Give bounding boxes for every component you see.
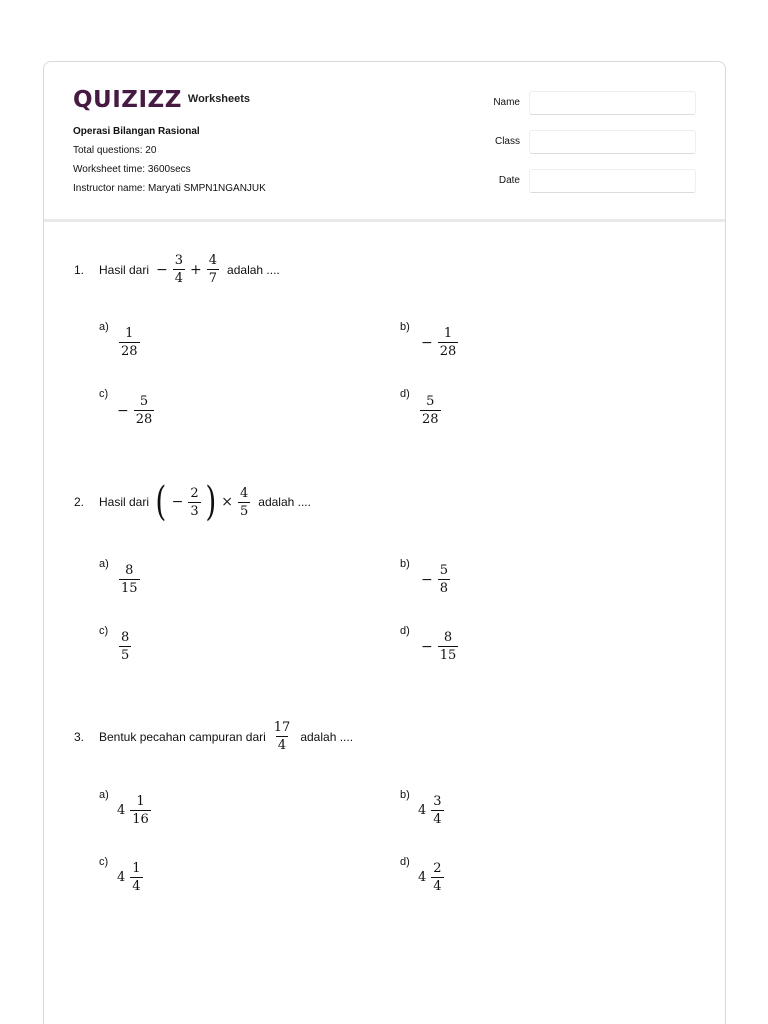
option-a-value [117,326,142,359]
option-b-label: b) [400,789,410,801]
denominator: 5 [239,503,249,519]
question-text-end: adalah .... [300,729,354,744]
option-c-label: c) [99,856,109,868]
denominator: 28 [135,412,153,427]
numerator: 4 [208,253,218,268]
question-number: 1. [74,262,85,277]
denominator: 7 [208,271,218,286]
denominator: 4 [433,879,442,894]
option-a-label: a) [99,558,109,570]
worksheet-time: Worksheet time: 3600secs [73,164,191,175]
option-b-label: b) [400,558,410,570]
option-c-value [114,394,156,427]
question-expression [270,720,295,753]
option-c-label: c) [99,388,109,400]
option-b-value [418,563,452,596]
total-questions: Total questions: 20 [73,145,157,156]
denominator: 28 [121,344,138,359]
minus-sign: − [171,494,184,510]
denominator: 16 [132,812,149,827]
numerator: 4 [239,485,249,501]
minus-sign: − [421,334,433,351]
logo-wordmark: QUIZIZZ [73,87,182,113]
whole-number: 4 [418,803,427,818]
numerator: 8 [121,630,130,645]
numerator: 17 [273,720,291,735]
numerator: 2 [433,861,442,876]
question-number: 3. [74,729,85,744]
denominator: 15 [439,648,457,663]
plus-sign: + [190,261,202,278]
question-text-end: adalah .... [227,262,280,277]
question-text: Hasil dari [99,262,150,277]
denominator: 3 [190,503,199,519]
option-d-label: d) [400,625,410,637]
date-label: Date [498,175,520,186]
numerator: 8 [125,563,134,578]
question-1 [74,253,280,286]
minus-sign: − [156,261,168,278]
option-d-label: d) [400,856,410,868]
class-label: Class [494,136,520,147]
worksheet-title: Operasi Bilangan Rasional [73,126,200,137]
denominator: 5 [121,648,130,663]
right-parenthesis: ) [204,479,216,525]
denominator: 4 [174,271,184,286]
option-a-label: a) [99,321,109,333]
question-expression [153,253,221,286]
name-field[interactable] [529,91,696,115]
numerator: 5 [139,394,149,409]
option-b-value [418,794,446,827]
numerator: 1 [443,326,453,341]
numerator: 5 [439,563,449,578]
question-2 [74,479,311,525]
fraction [188,486,200,519]
numerator: 3 [174,253,184,268]
quizizz-logo [73,82,250,112]
date-field[interactable] [529,169,696,193]
numerator: 3 [433,794,442,809]
option-b-value [418,326,460,359]
fraction [173,253,185,286]
minus-sign: − [117,402,129,419]
denominator: 4 [132,879,141,894]
denominator: 4 [277,738,287,753]
class-field[interactable] [529,130,696,154]
option-d-value [418,630,460,663]
question-text: Bentuk pecahan campuran dari [99,729,266,744]
denominator: 4 [433,812,442,827]
whole-number: 4 [117,870,126,885]
logo-subtitle: Worksheets [187,93,251,105]
numerator: 1 [125,326,134,341]
option-d-value [418,861,446,894]
numerator: 8 [443,630,453,645]
numerator: 5 [426,394,435,409]
whole-number: 4 [418,870,427,885]
question-3 [74,720,353,753]
option-b-label: b) [400,321,410,333]
denominator: 15 [121,581,138,596]
question-text: Hasil dari [99,495,150,509]
option-a-value [117,794,153,827]
question-number: 2. [74,495,85,509]
worksheet-page [43,61,726,1024]
header-divider [44,219,725,222]
denominator: 28 [439,344,457,359]
option-c-value [117,630,133,663]
name-label: Name [493,97,520,108]
option-d-label: d) [400,388,410,400]
numerator: 1 [136,794,145,809]
option-c-value [117,861,145,894]
question-text-end: adalah .... [258,495,311,509]
option-a-value [117,563,142,596]
numerator: 2 [190,485,199,501]
whole-number: 4 [117,803,126,818]
fraction [207,253,219,286]
fraction [238,486,250,519]
option-a-label: a) [99,789,109,801]
denominator: 28 [422,412,439,427]
times-sign: × [221,494,233,510]
instructor-name: Instructor name: Maryati SMPN1NGANJUK [73,183,266,194]
denominator: 8 [439,581,449,596]
question-expression [153,479,252,525]
numerator: 1 [132,861,141,876]
minus-sign: − [421,571,433,588]
left-parenthesis: ( [155,479,167,525]
minus-sign: − [421,638,433,655]
option-d-value [418,394,443,427]
option-c-label: c) [99,625,109,637]
fraction [272,720,293,753]
